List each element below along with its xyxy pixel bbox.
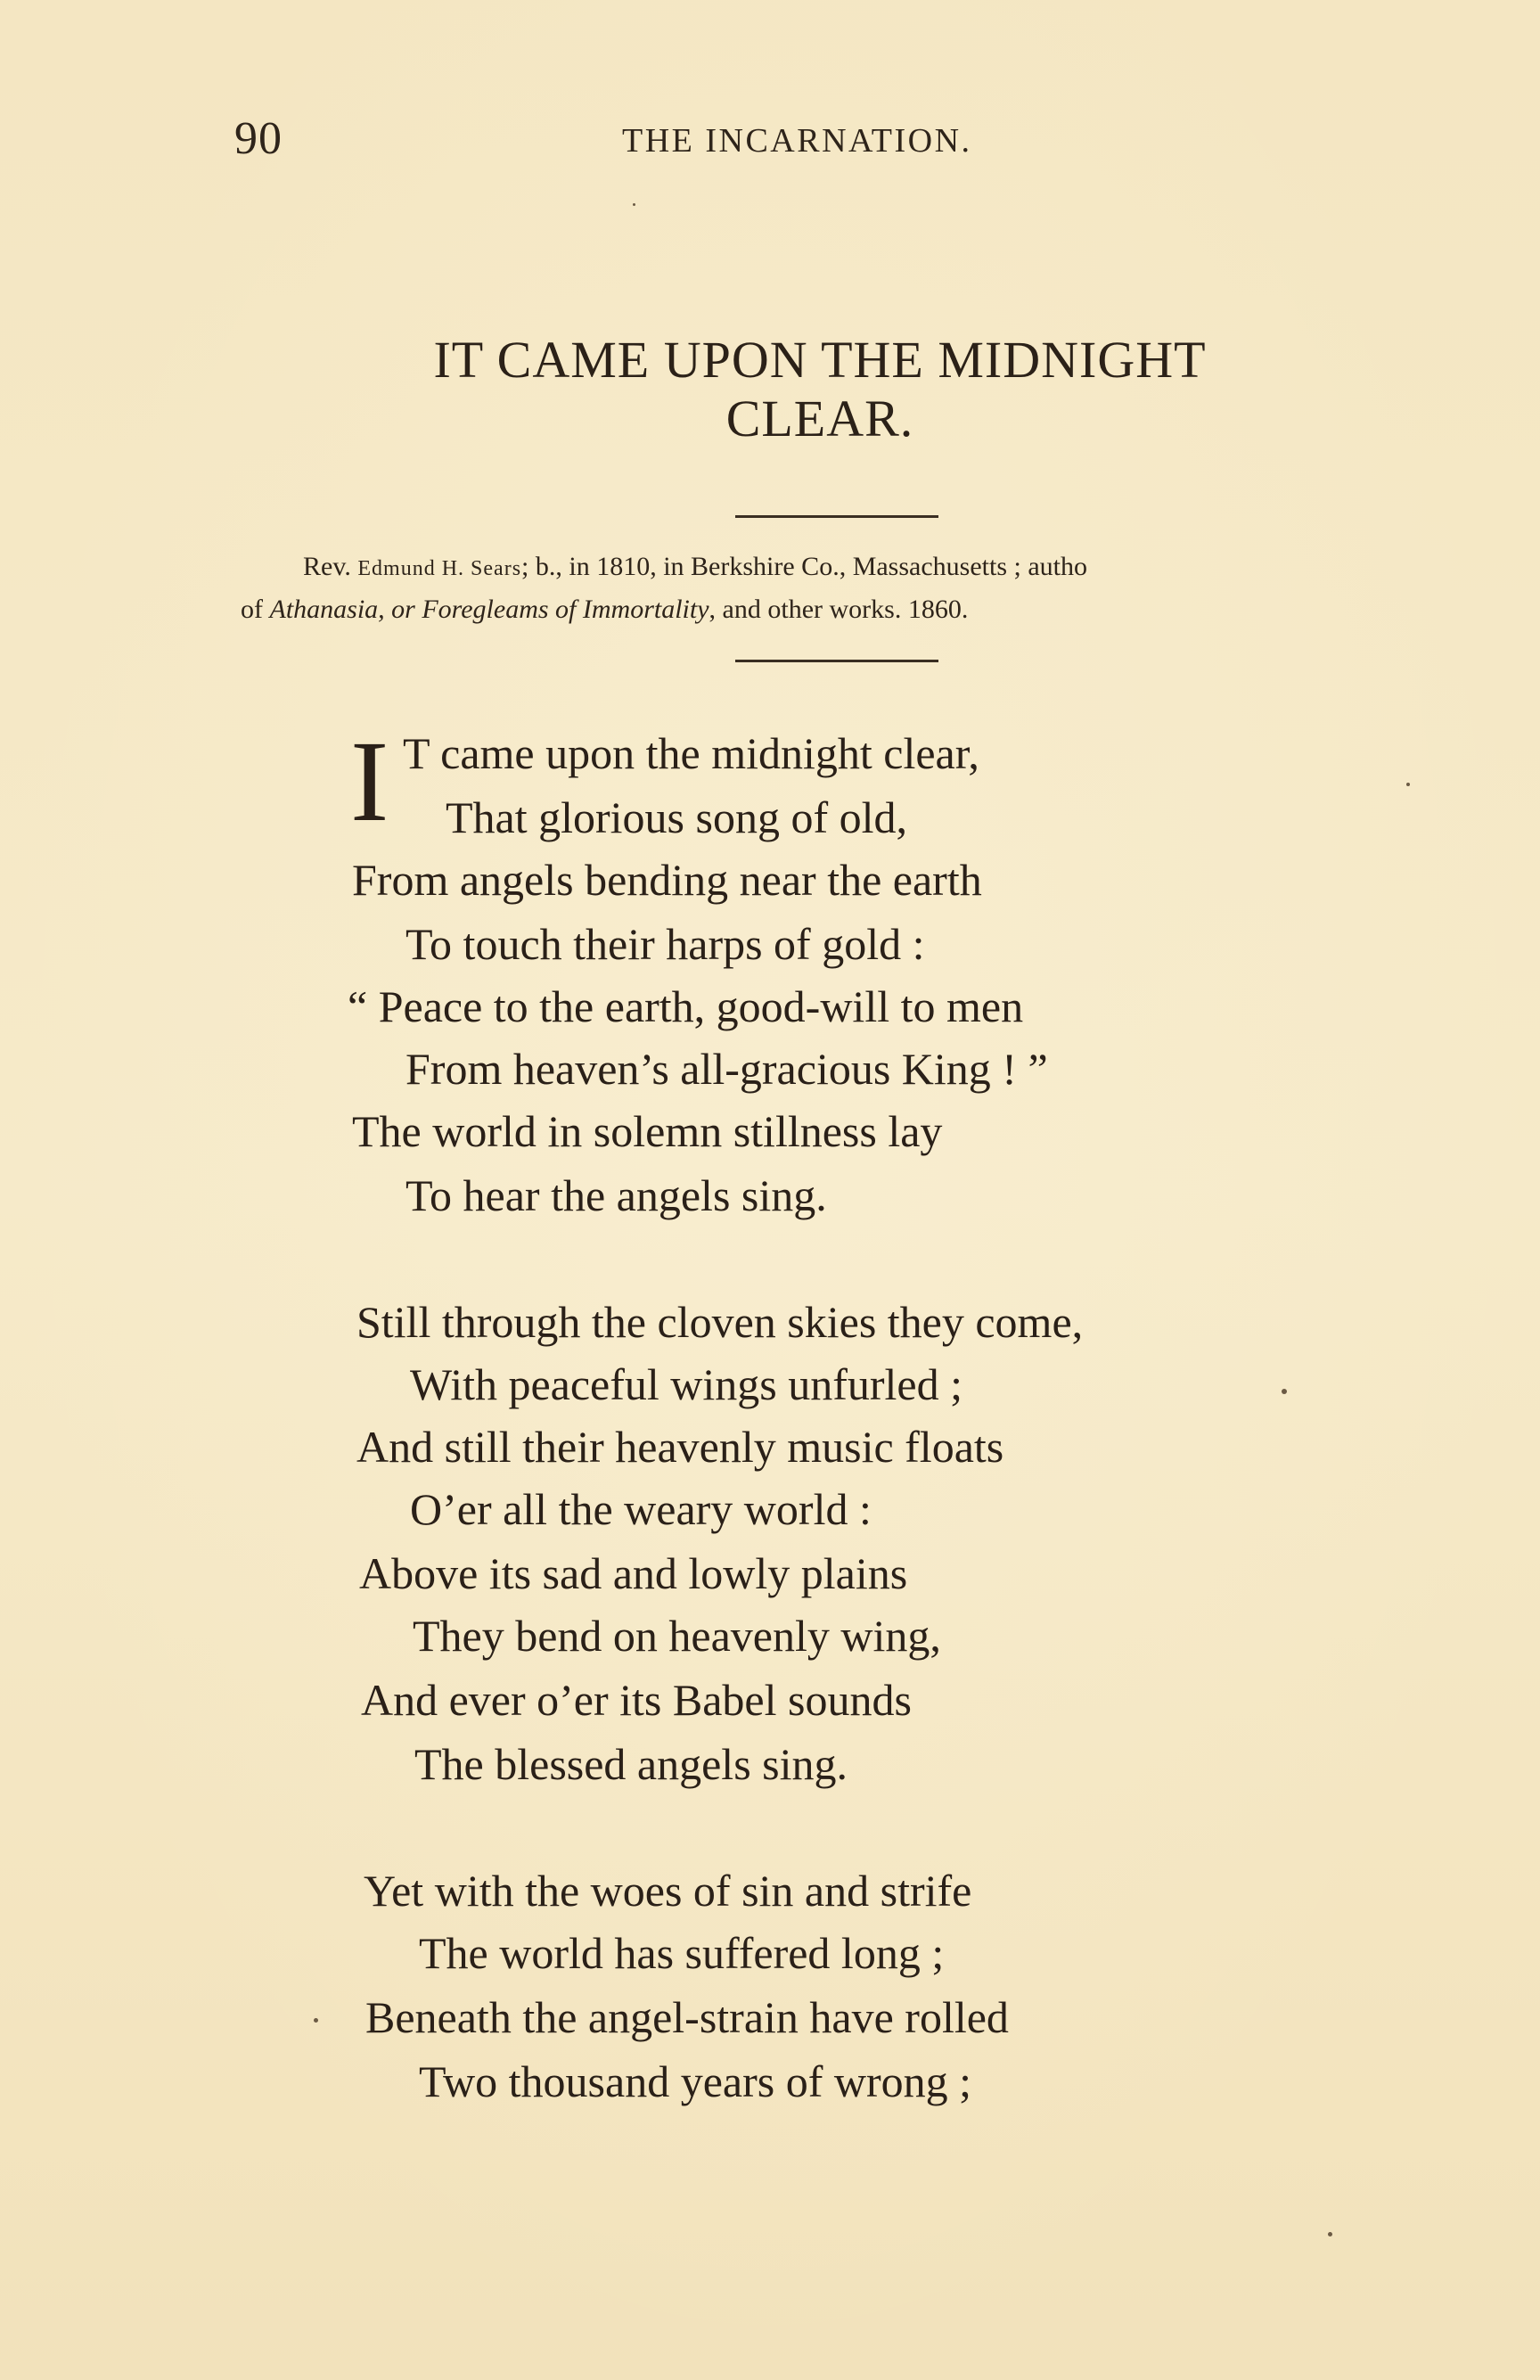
drop-cap: I xyxy=(350,718,389,846)
paper-speck xyxy=(1406,783,1410,786)
title-divider-top xyxy=(735,515,938,518)
attribution-prefix: Rev. xyxy=(303,552,358,581)
attribution-line-2 xyxy=(241,588,1488,631)
stanza-2-line-3: And still their heavenly music floats xyxy=(356,1422,1004,1472)
paper-speck xyxy=(314,2018,318,2023)
poem-title-line-1: IT CAME UPON THE MIDNIGHT xyxy=(433,331,1207,389)
stanza-1-line-1: T came upon the midnight clear, xyxy=(403,728,979,778)
work-title-athanasia: Athanasia xyxy=(269,595,379,624)
stanza-1-line-2: That glorious song of old, xyxy=(446,792,908,842)
stanza-2-line-2: With peaceful wings unfurled ; xyxy=(410,1359,963,1409)
page-number: 90 xyxy=(234,113,283,164)
stanza-3-line-3: Beneath the angel-strain have rolled xyxy=(365,1992,1009,2042)
stanza-2-line-4: O’er all the weary world : xyxy=(410,1484,872,1534)
stanza-1-line-8: To hear the angels sing. xyxy=(405,1170,827,1220)
paper-speck xyxy=(633,203,635,206)
running-head: THE INCARNATION. xyxy=(622,122,972,160)
stanza-1-line-3: From angels bending near the earth xyxy=(352,855,982,905)
attribution-or: , or xyxy=(378,595,422,624)
attribution-line-1 xyxy=(303,546,1540,590)
stanza-1-line-5: “ Peace to the earth, good-will to men xyxy=(348,981,1024,1031)
stanza-2-line-8: The blessed angels sing. xyxy=(414,1739,848,1789)
attribution-rest: ; b., in 1810, in Berkshire Co., Massachusetts ; autho xyxy=(521,552,1087,581)
stanza-3-line-4: Two thousand years of wrong ; xyxy=(419,2056,971,2106)
stanza-1-line-6: From heaven’s all-gracious King ! ” xyxy=(405,1044,1048,1094)
title-divider-bottom xyxy=(735,660,938,662)
stanza-3-line-1: Yet with the woes of sin and strife xyxy=(364,1866,972,1916)
stanza-3-line-2: The world has suffered long ; xyxy=(419,1928,945,1978)
stanza-2-line-5: Above its sad and lowly plains xyxy=(359,1548,908,1598)
paper-speck xyxy=(1282,1389,1287,1394)
attribution-works-date: , and other works. 1860. xyxy=(709,595,969,624)
stanza-1-line-7: The world in solemn stillness lay xyxy=(352,1106,943,1156)
stanza-1-line-4: To touch their harps of gold : xyxy=(405,919,925,969)
attribution-of: of xyxy=(241,595,270,624)
work-title-foregleams: Foregleams of Immortality xyxy=(422,595,709,624)
stanza-2-line-1: Still through the cloven skies they come, xyxy=(356,1297,1084,1347)
stanza-2-line-6: They bend on heavenly wing, xyxy=(413,1611,941,1661)
stanza-2-line-7: And ever o’er its Babel sounds xyxy=(361,1675,912,1725)
author-name: Edmund H. Sears xyxy=(357,557,522,580)
poem-title-line-2: CLEAR. xyxy=(725,390,914,447)
paper-speck xyxy=(1328,2232,1332,2236)
